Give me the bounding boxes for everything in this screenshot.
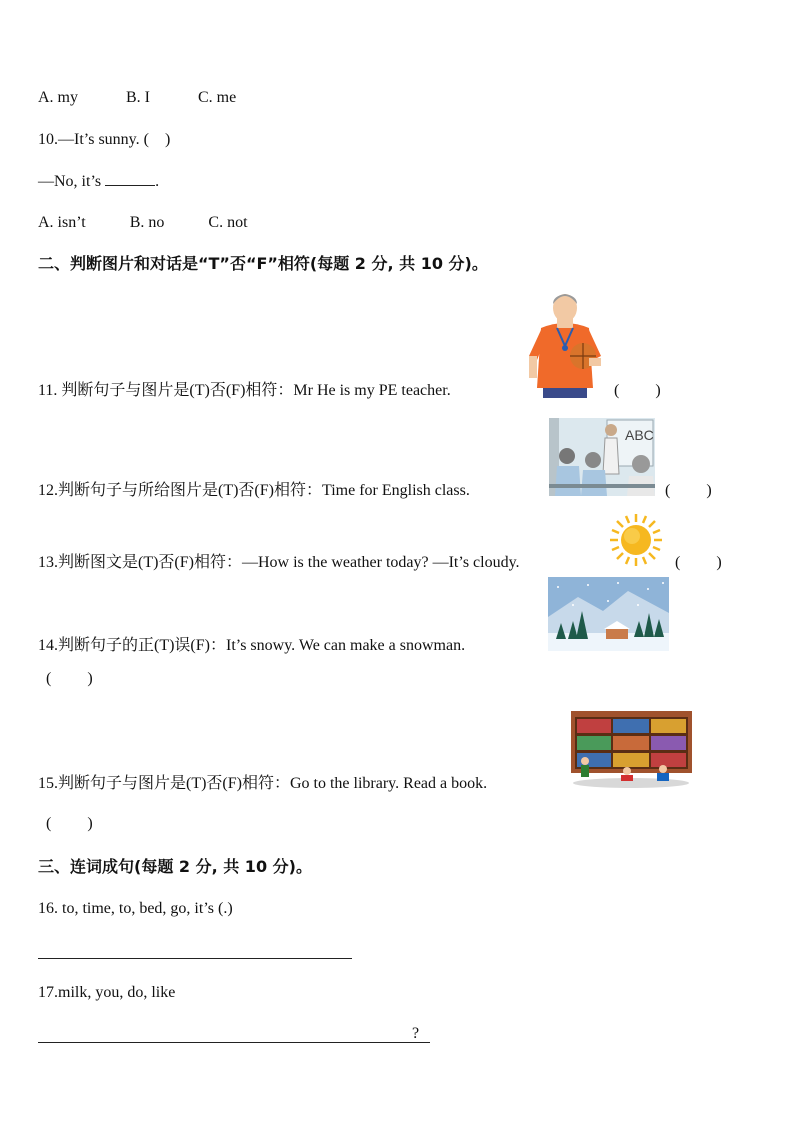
q13-text: 13.判断图文是(T)否(F)相符：—How is the weather today? —It’s cloudy. [38,554,520,571]
q12-text: 12.判断句子与所给图片是(T)否(F)相符：Time for English class. [38,482,470,499]
q12-answer-paren[interactable]: ( ) [665,482,712,499]
q17-text: 17.milk, you, do, like [38,984,176,1001]
section-2-heading: 二、判断图片和对话是“T”否“F”相符(每题 2 分, 共 10 分)。 [38,254,488,273]
q15-answer-paren[interactable]: ( ) [46,815,93,832]
abc-board-text: ABC [625,427,654,443]
q17-question-mark: ? [412,1025,420,1042]
pe-teacher-image [527,290,603,398]
q14-text: 14.判断句子的正(T)误(F)：It’s snowy. We can make a snowman. [38,637,466,654]
classroom-image [549,418,655,496]
q9-option-c: C. me [198,89,237,106]
q10-reply-suffix: . [155,173,160,190]
q10-blank [105,171,155,186]
q10-option-b: B. no [129,214,165,231]
q14-answer-paren[interactable]: ( ) [46,670,93,687]
q17-answer-line[interactable] [38,1042,430,1043]
q11-answer-paren[interactable]: ( ) [614,382,661,399]
q9-option-a: A. my [38,89,78,106]
q16-answer-line[interactable] [38,958,352,959]
q10-reply-prefix: —No, it’s [38,173,106,190]
q10-question: 10.—It’s sunny. ( ) [38,131,171,148]
q10-option-a: A. isn’t [38,214,86,231]
q15-text: 15.判断句子与图片是(T)否(F)相符：Go to the library. Read a book. [38,775,488,792]
q11-text: 11. 判断句子与图片是(T)否(F)相符：Mr He is my PE teacher. [38,382,451,399]
q10-reply [38,171,159,192]
q9-option-b: B. I [126,89,150,106]
library-image [571,709,692,789]
q13-answer-paren[interactable]: ( ) [675,554,722,571]
section-3-heading: 三、连词成句(每题 2 分, 共 10 分)。 [38,857,312,876]
q9-options [38,88,236,108]
q10-option-c: C. not [208,214,248,231]
snowy-village-image [548,577,669,651]
q10-options [38,213,248,233]
sun-image [608,512,664,568]
q16-text: 16. to, time, to, bed, go, it’s (.) [38,900,233,917]
